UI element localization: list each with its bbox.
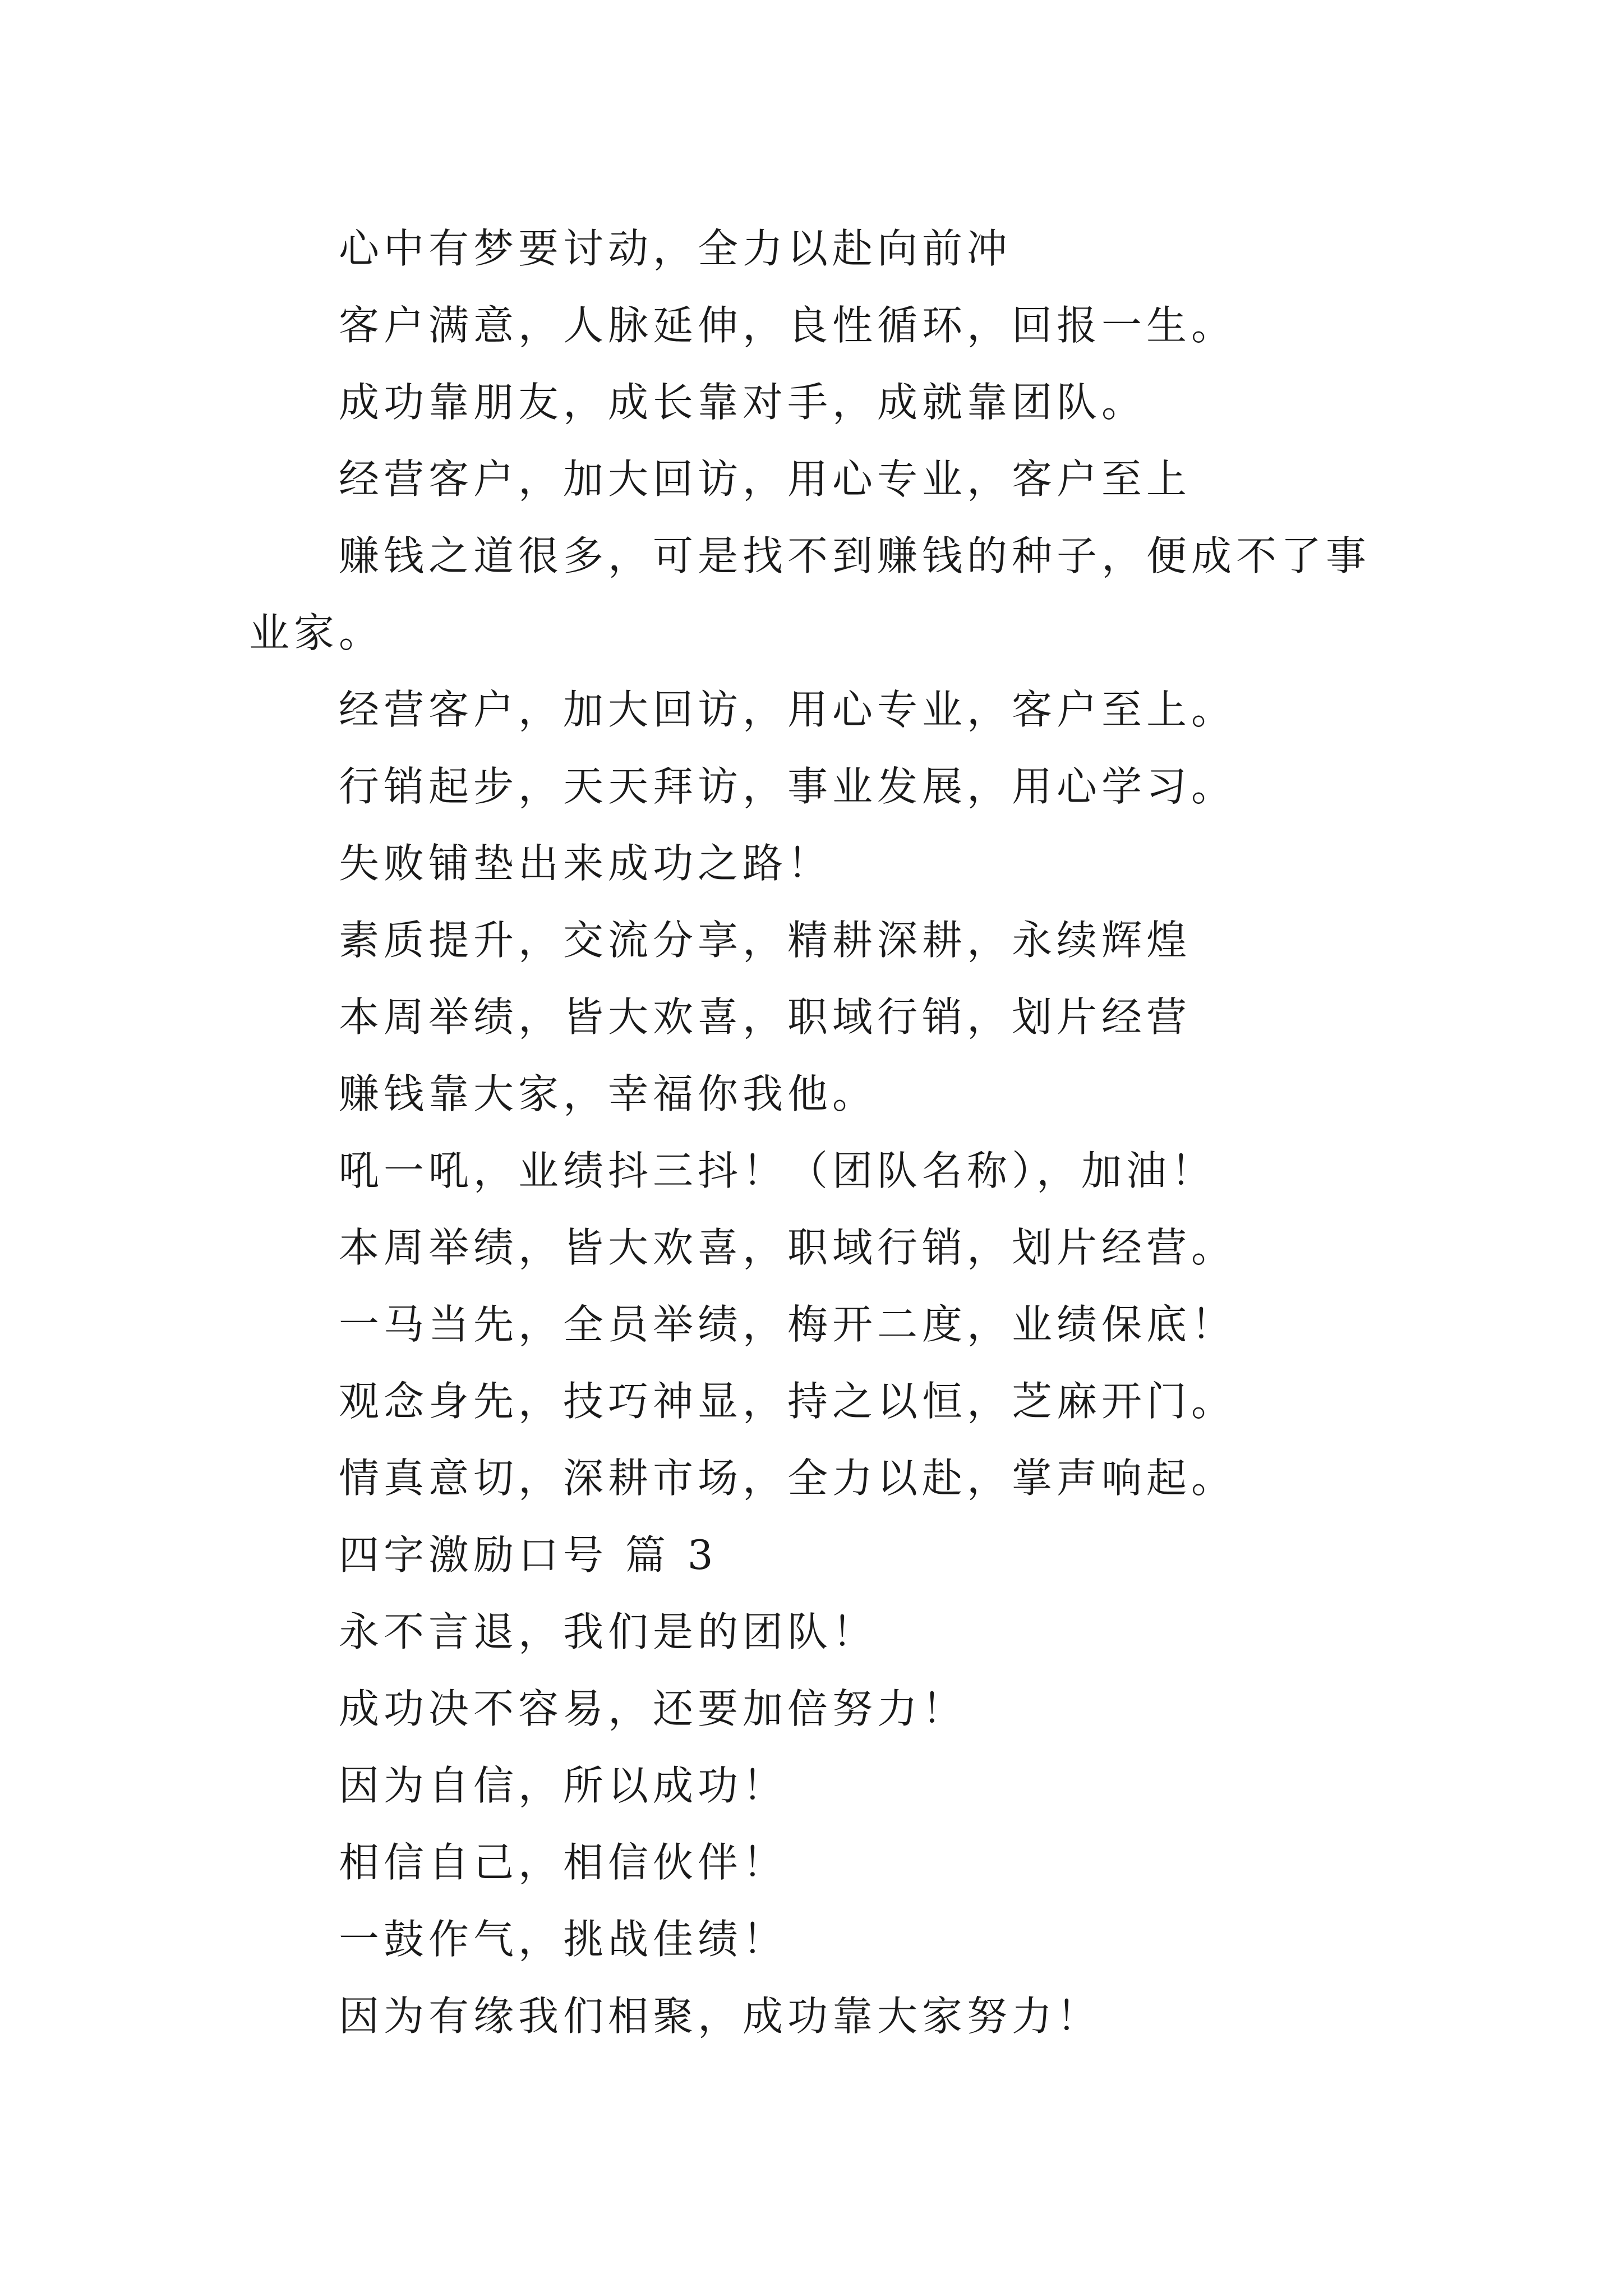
paragraph: 本周举绩，皆大欢喜，职域行销，划片经营。 (339, 1224, 1237, 1271)
paragraph: 经营客户，加大回访，用心专业，客户至上 (339, 455, 1192, 503)
paragraph: 情真意切，深耕市场，全力以赴，掌声响起。 (339, 1455, 1237, 1502)
paragraph: 因为有缘我们相聚，成功靠大家努力！ (339, 1993, 1102, 2040)
paragraph: 一鼓作气，挑战佳绩！ (339, 1916, 788, 1963)
paragraph: 永不言退，我们是的团队！ (339, 1608, 878, 1655)
paragraph: 客户满意，人脉延伸，良性循环，回报一生。 (339, 302, 1237, 349)
paragraph: 经营客户，加大回访，用心专业，客户至上。 (339, 686, 1237, 733)
document-body (249, 210, 1393, 2055)
paragraph: 观念身先，技巧神显，持之以恒，芝麻开门。 (339, 1378, 1237, 1425)
paragraph: 吼一吼，业绩抖三抖！（团队名称），加油！ (339, 1147, 1216, 1194)
paragraph: 失败铺垫出来成功之路！ (339, 840, 833, 887)
paragraph: 因为自信，所以成功！ (339, 1762, 788, 1809)
paragraph: 赚钱之道很多，可是找不到赚钱的种子，便成不了事业家。 (249, 532, 1371, 656)
paragraph: 行销起步，天天拜访，事业发展，用心学习。 (339, 763, 1237, 810)
paragraph: 成功决不容易，还要加倍努力！ (339, 1685, 967, 1732)
paragraph: 相信自己，相信伙伴！ (339, 1839, 788, 1886)
paragraph: 赚钱靠大家，幸福你我他。 (339, 1070, 878, 1117)
section-heading: 四字激励口号 篇 3 (339, 1531, 718, 1579)
paragraph: 心中有梦要讨动，全力以赴向前冲 (339, 225, 1012, 272)
paragraph: 本周举绩，皆大欢喜，职域行销，划片经营 (339, 993, 1192, 1041)
paragraph: 一马当先，全员举绩，梅开二度，业绩保底！ (339, 1301, 1237, 1348)
paragraph: 成功靠朋友，成长靠对手，成就靠团队。 (339, 379, 1147, 426)
paragraph: 素质提升，交流分享，精耕深耕，永续辉煌 (339, 917, 1192, 964)
